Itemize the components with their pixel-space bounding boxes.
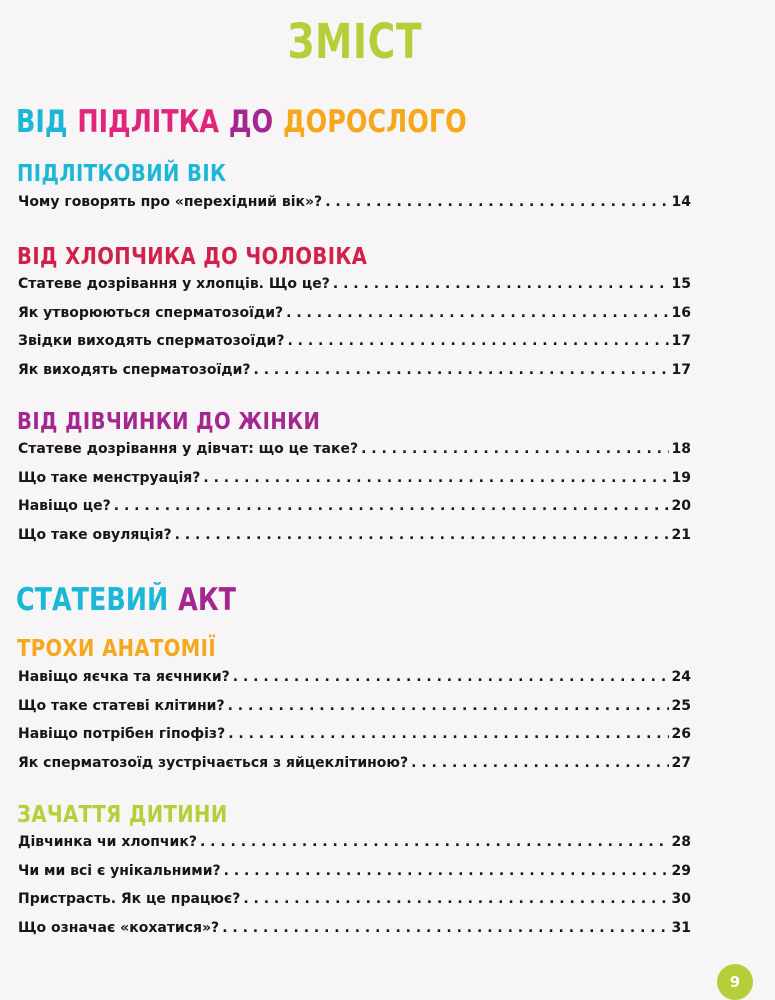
dot-leader — [224, 863, 669, 879]
toc-entry-title: Що таке овуляція? — [18, 526, 172, 543]
dot-leader — [411, 755, 668, 771]
section-title-girl-to-woman: ВІД ДІВЧИНКИ ДО ЖІНКИ — [17, 409, 321, 435]
toc-entry-page: 31 — [671, 919, 691, 936]
toc-entry-title: Статеве дозрівання у хлопців. Що це? — [18, 276, 330, 292]
dot-leader — [254, 362, 669, 378]
dot-leader — [222, 920, 668, 936]
toc-entry-page: 29 — [671, 862, 691, 879]
toc-entry[interactable] — [18, 276, 691, 305]
dot-leader — [286, 305, 668, 321]
part-title-1 — [16, 104, 477, 140]
toc-entry-title: Навіщо це? — [18, 498, 111, 514]
dot-leader — [200, 834, 669, 850]
toc-list-teen-age — [18, 194, 691, 223]
part-1-word-4: ДОРОСЛОГО — [282, 104, 467, 140]
toc-entry-title: Як виходять сперматозоїди? — [18, 361, 251, 378]
toc-entry[interactable] — [18, 498, 691, 527]
toc-entry-title: Чи ми всі є унікальними? — [18, 862, 221, 879]
part-1-word-1: ВІД — [16, 104, 68, 140]
page-title: ЗМІСТ — [287, 14, 423, 70]
toc-entry-page: 14 — [671, 194, 691, 210]
dot-leader — [287, 333, 668, 349]
toc-entry-page: 19 — [671, 469, 691, 486]
toc-entry-page: 17 — [671, 333, 691, 349]
toc-entry[interactable] — [18, 669, 691, 698]
toc-entry-title: Навіщо потрібен гіпофіз? — [18, 726, 226, 742]
toc-entry-title: Звідки виходять сперматозоїди? — [18, 333, 285, 349]
toc-entry-title: Як сперматозоїд зустрічається з яйцеклітиною? — [18, 754, 409, 771]
toc-entry-title: Дівчинка чи хлопчик? — [18, 834, 197, 850]
toc-entry[interactable] — [18, 834, 691, 863]
part-2-word-1: СТАТЕВИЙ — [16, 582, 169, 618]
toc-entry[interactable] — [18, 362, 691, 391]
toc-entry-title: Що означає «кохатися»? — [18, 919, 220, 936]
toc-entry-page: 16 — [671, 304, 691, 321]
toc-entry-title: Навіщо яєчка та яєчники? — [18, 669, 230, 685]
part-title-2 — [16, 582, 246, 618]
dot-leader — [233, 669, 669, 685]
toc-entry-page: 17 — [671, 361, 691, 378]
dot-leader — [228, 698, 669, 714]
dot-leader — [114, 498, 669, 514]
toc-entry-title: Що таке менструація? — [18, 469, 201, 486]
toc-entry-title: Пристрасть. Як це працює? — [18, 891, 241, 907]
section-title-teen-age: ПІДЛІТКОВИЙ ВІК — [17, 161, 227, 187]
toc-entry-title: Чому говорять про «перехідний вік»? — [18, 194, 323, 210]
toc-entry[interactable] — [18, 470, 691, 499]
section-title-conception: ЗАЧАТТЯ ДИТИНИ — [17, 802, 228, 828]
toc-entry[interactable] — [18, 441, 691, 470]
toc-entry-page: 15 — [671, 276, 691, 292]
toc-entry[interactable] — [18, 726, 691, 755]
toc-entry[interactable] — [18, 891, 691, 920]
section-title-anatomy: ТРОХИ АНАТОМІЇ — [17, 636, 217, 662]
toc-entry-title: Статеве дозрівання у дівчат: що це таке? — [18, 441, 359, 457]
toc-entry-page: 28 — [671, 834, 691, 850]
toc-list-anatomy — [18, 669, 691, 783]
dot-leader — [175, 527, 669, 543]
part-1-word-2: ПІДЛІТКА — [77, 104, 220, 140]
toc-entry[interactable] — [18, 527, 691, 556]
section-title-boy-to-man: ВІД ХЛОПЧИКА ДО ЧОЛОВІКА — [17, 244, 368, 270]
toc-entry-page: 27 — [671, 754, 691, 771]
toc-entry[interactable] — [18, 755, 691, 784]
part-2-word-2: АКТ — [178, 582, 236, 618]
toc-entry[interactable] — [18, 920, 691, 949]
toc-entry-page: 21 — [671, 526, 691, 543]
dot-leader — [325, 194, 668, 210]
toc-entry-page: 30 — [671, 891, 691, 907]
toc-entry[interactable] — [18, 698, 691, 727]
dot-leader — [203, 470, 668, 486]
toc-entry-page: 24 — [671, 669, 691, 685]
toc-list-boy-to-man — [18, 276, 691, 390]
toc-entry-title: Що таке статеві клітини? — [18, 697, 225, 714]
part-1-word-3: ДО — [228, 104, 274, 140]
dot-leader — [228, 726, 668, 742]
toc-entry[interactable] — [18, 194, 691, 223]
toc-entry-page: 25 — [671, 697, 691, 714]
page-number-badge: 9 — [717, 964, 753, 1000]
toc-entry-page: 26 — [671, 726, 691, 742]
toc-list-conception — [18, 834, 691, 948]
toc-entry[interactable] — [18, 333, 691, 362]
toc-entry-title: Як утворюються сперматозоїди? — [18, 304, 284, 321]
toc-list-girl-to-woman — [18, 441, 691, 555]
toc-entry[interactable] — [18, 305, 691, 334]
dot-leader — [243, 891, 668, 907]
dot-leader — [361, 441, 668, 457]
toc-entry-page: 20 — [671, 498, 691, 514]
toc-entry[interactable] — [18, 863, 691, 892]
toc-entry-page: 18 — [671, 441, 691, 457]
dot-leader — [333, 276, 669, 292]
